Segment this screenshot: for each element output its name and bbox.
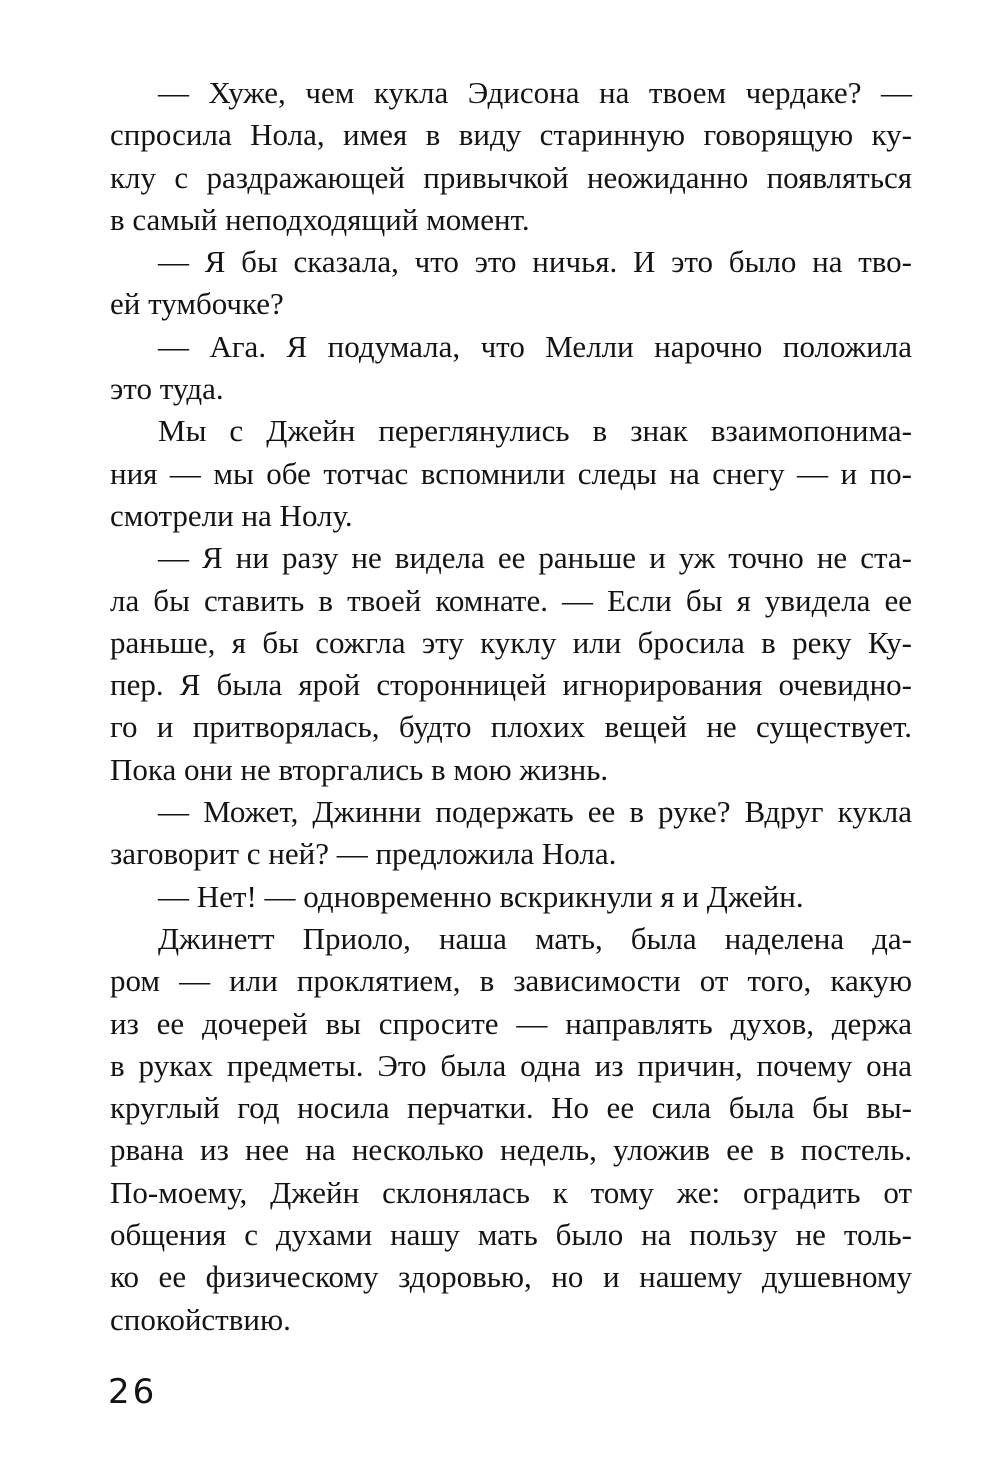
- text-line: — Ага. Я подумала, что Мелли нарочно положила: [158, 328, 912, 364]
- text-line: это туда.: [110, 371, 224, 407]
- text-line: го и притворялась, будто плохих вещей не существует.: [110, 709, 912, 745]
- page-number: 26: [108, 1372, 158, 1412]
- text-line: клу с раздражающей привычкой неожиданно появляться: [110, 159, 912, 195]
- text-line: в руках предметы. Это была одна из причин, почему она: [110, 1047, 912, 1083]
- text-line: ром — или проклятием, в зависимости от того, какую: [110, 963, 912, 999]
- text-line: спросила Нола, имея в виду старинную говорящую ку-: [110, 117, 912, 153]
- text-line: заговорит с ней? — предложила Нола.: [110, 836, 617, 872]
- text-line: в самый неподходящий момент.: [110, 201, 530, 237]
- text-line: — Я бы сказала, что это ничья. И это было на тво-: [158, 244, 912, 280]
- text-line: — Нет! — одновременно вскрикнули я и Джейн.: [158, 878, 804, 914]
- text-line: круглый год носила перчатки. Но ее сила была бы вы-: [110, 1090, 912, 1126]
- text-line: из ее дочерей вы спросите — направлять духов, держа: [110, 1005, 912, 1041]
- text-line: спокойствию.: [110, 1301, 291, 1337]
- text-line: ла бы ставить в твоей комнате. — Если бы я увидела ее: [110, 582, 912, 618]
- text-line: Пока они не вторгались в мою жизнь.: [110, 751, 609, 787]
- page-text: [110, 72, 912, 1341]
- text-line: общения с духами нашу мать было на пользу не толь-: [110, 1217, 912, 1253]
- text-line: ко ее физическому здоровью, но и нашему душевному: [110, 1259, 912, 1295]
- text-line: Мы с Джейн переглянулись в знак взаимопонима-: [158, 413, 912, 449]
- text-line: — Может, Джинни подержать ее в руке? Вдруг кукла: [158, 794, 912, 830]
- text-line: — Хуже, чем кукла Эдисона на твоем чердаке? —: [158, 75, 912, 110]
- text-line: Джинетт Приоло, наша мать, была наделена да-: [158, 920, 912, 956]
- text-line: раньше, я бы сожгла эту куклу или бросила в реку Ку-: [110, 624, 912, 660]
- text-line: ния — мы обе тотчас вспомнили следы на снегу — и по-: [110, 455, 912, 491]
- text-line: ей тумбочке?: [110, 286, 284, 322]
- text-line: смотрели на Нолу.: [110, 497, 353, 533]
- text-line: — Я ни разу не видела ее раньше и уж точно не ста-: [158, 540, 912, 576]
- text-line: рвана из нее на несколько недель, уложив ее в постель.: [110, 1132, 912, 1168]
- text-line: По-моему, Джейн склонялась к тому же: оградить от: [110, 1174, 912, 1210]
- text-line: пер. Я была ярой сторонницей игнорирования очевидно-: [110, 667, 912, 703]
